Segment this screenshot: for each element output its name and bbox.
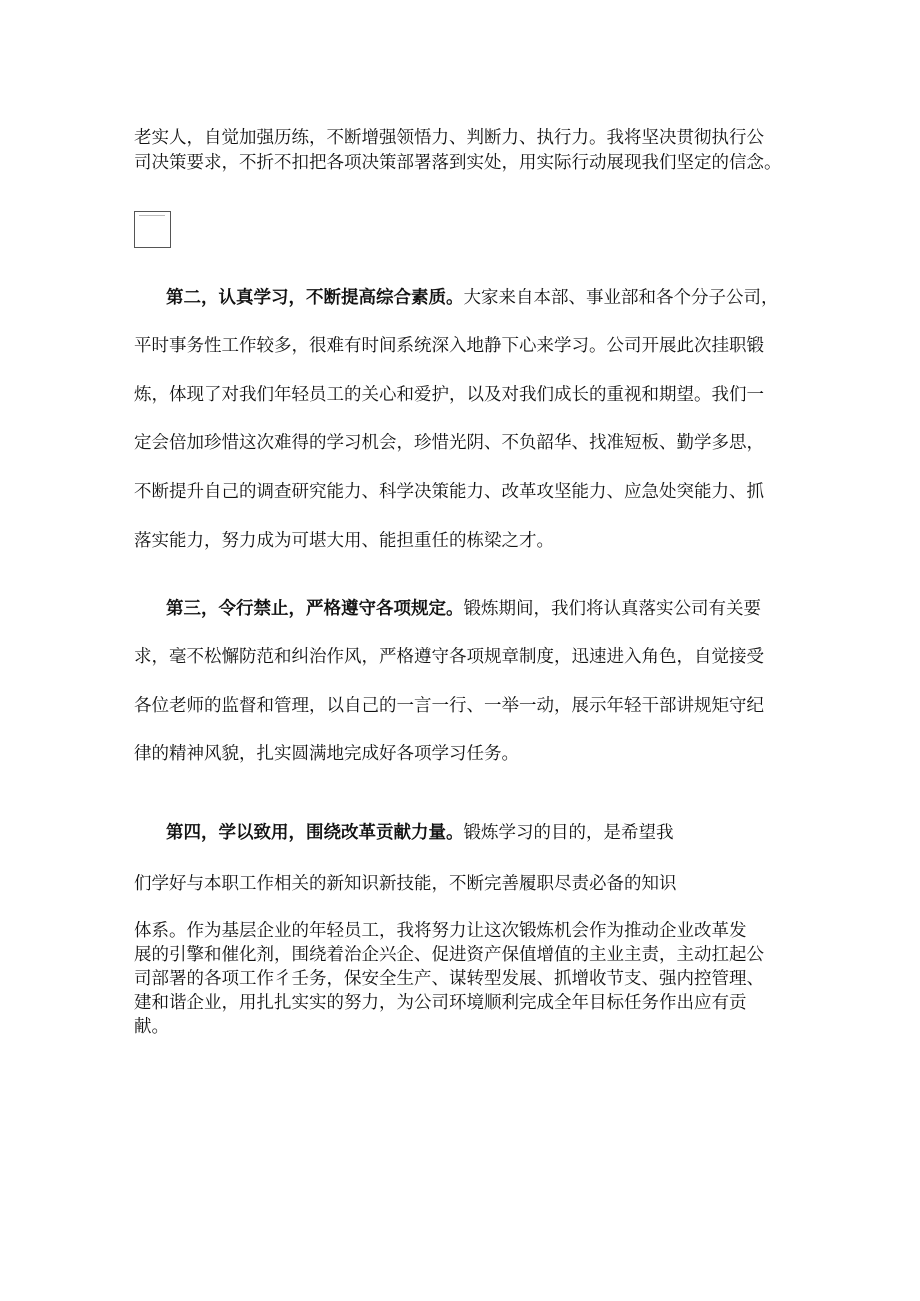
paragraph-4-heading: 第四，学以致用，围绕改革贡献力量。 — [166, 823, 464, 843]
paragraph-2-line-6: 落实能力，努力成为可堪大用、能担重任的栋梁之才。 — [134, 531, 554, 551]
paragraph-4-line-2: 们学好与本职工作相关的新知识新技能，不断完善履职尽责必备的知识 — [134, 874, 677, 894]
paragraph-4-line-7: 献。 — [134, 1017, 169, 1037]
paragraph-4-line-5: 司部署的各项工作彳壬务，保安全生产、谋转型发展、抓增收节支、强内控管理、 — [134, 969, 764, 989]
embedded-image-placeholder — [134, 211, 171, 248]
paragraph-3-line-1-text: 锻炼期间，我们将认真落实公司有关要 — [463, 599, 761, 619]
paragraph-2-line-5: 不断提升自己的调查研究能力、科学决策能力、改革攻坚能力、应急处突能力、抓 — [134, 482, 764, 502]
paragraph-4-line-1 — [166, 822, 674, 844]
paragraph-4-line-6: 建和谐企业，用扎扎实实的努力，为公司环境顺利完成全年目标任务作出应有贡 — [134, 993, 747, 1013]
paragraph-2-line-1 — [166, 287, 779, 309]
paragraph-2-line-3: 炼，体现了对我们年轻员工的关心和爱护，以及对我们成长的重视和期望。我们一 — [134, 385, 764, 405]
paragraph-2-line-4: 定会倍加珍惜这次难得的学习机会，珍惜光阴、不负韶华、找准短板、勤学多思， — [134, 433, 764, 453]
paragraph-2-line-1-text: 大家来自本部、事业部和各个分子公司， — [463, 288, 779, 308]
paragraph-4-line-4: 展的引擎和催化剂，围绕着治企兴企、促进资产保值增值的主业主责，主动扛起公 — [134, 945, 764, 965]
paragraph-1-line-1: 老实人，自觉加强历练，不断增强领悟力、判断力、执行力。我将坚决贯彻执行公 — [134, 128, 764, 148]
paragraph-3-line-1 — [166, 598, 761, 620]
paragraph-4-line-1-text: 锻炼学习的目的，是希望我 — [463, 823, 674, 843]
paragraph-2-heading: 第二，认真学习，不断提高综合素质。 — [166, 288, 464, 308]
paragraph-2-line-2: 平时事务性工作较多，很难有时间系统深入地静下心来学习。公司开展此次挂职锻 — [134, 336, 764, 356]
paragraph-3-heading: 第三，令行禁止，严格遵守各项规定。 — [166, 599, 464, 619]
image-placeholder-icon — [139, 215, 165, 216]
paragraph-4-line-3: 体系。作为基层企业的年轻员工，我将努力让这次锻炼机会作为推动企业改革发 — [134, 921, 747, 941]
paragraph-1-line-2: 司决策要求，不折不扣把各项决策部署落到实处，用实际行动展现我们坚定的信念。 — [134, 153, 782, 173]
paragraph-3-line-2: 求，毫不松懈防范和纠治作风，严格遵守各项规章制度，迅速进入角色，自觉接受 — [134, 647, 764, 667]
paragraph-3-line-3: 各位老师的监督和管理，以自己的一言一行、一举一动，展示年轻干部讲规矩守纪 — [134, 696, 764, 716]
paragraph-3-line-4: 律的精神风貌，扎实圆满地完成好各项学习任务。 — [134, 744, 519, 764]
